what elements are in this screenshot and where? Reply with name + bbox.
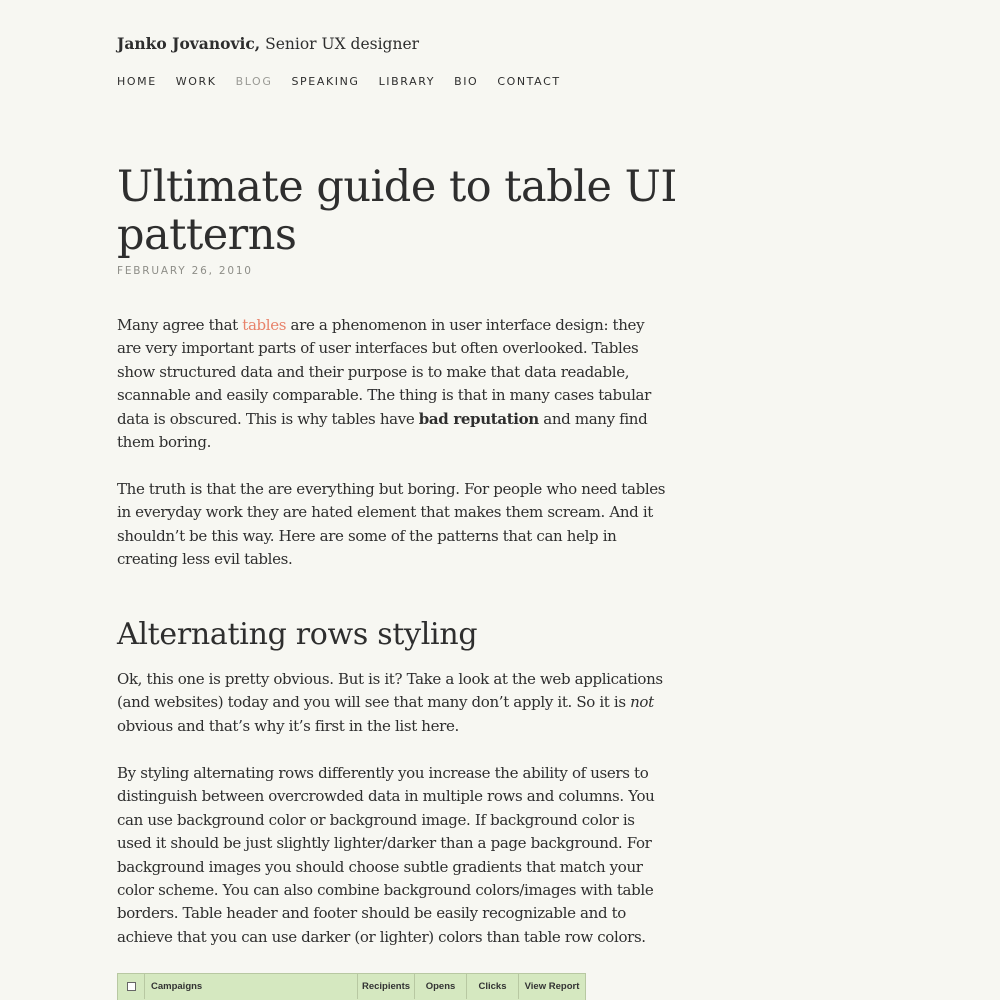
nav-blog[interactable]: BLOG [235,75,273,88]
author-role: Senior UX designer [260,35,420,53]
paragraph-truth: The truth is that the are everything but boring. For people who need tables in everyday work they are hated element that makes them scream. And it shouldn’t be this way. Here are some of the patterns that can help in creating less evil tables. [117,480,666,569]
nav-contact[interactable]: CONTACT [497,75,561,88]
paragraph-intro [117,314,669,454]
nav-speaking[interactable]: SPEAKING [291,75,360,88]
nav-work[interactable]: WORK [175,75,217,88]
col-clicks: Clicks [467,974,519,999]
nav-library[interactable]: LIBRARY [378,75,436,88]
article-date: FEBRUARY 26, 2010 [117,265,253,277]
intro-text-1: Many agree that [117,316,243,334]
obvious-text-1: Ok, this one is pretty obvious. But is it? Take a look at the web applications (and websites) today and you will see that many don’t apply it. So it is [117,670,663,712]
col-recipients: Recipients [358,974,415,999]
obvious-text-2: obvious and that’s why it’s first in the list here. [117,716,459,735]
section-heading: Alternating rows styling [117,617,478,652]
paragraph-obvious [117,668,669,738]
intro-bold: bad reputation [418,409,539,428]
col-view-report: View Report [524,981,580,992]
intro-text-3: and many find them boring. [117,409,648,452]
col-campaigns: Campaigns [145,974,358,999]
site-title[interactable] [117,34,419,53]
example-table-image [117,973,586,1000]
main-nav [117,75,580,88]
nav-home[interactable]: HOME [117,75,157,88]
intro-text-2: are a phenomenon in user interface design: they are very important parts of user interfaces but often overlooked. Tables show structured data and their purpose is to make that data readable, scannable and easily comparable. The thing is that in many cases tabular data is obscured. This is why tables have [117,316,651,428]
article-title: Ultimate guide to table UI patterns [117,162,677,260]
author-name: Janko Jovanovic, [117,34,261,53]
obvious-em: not [630,693,654,712]
col-opens: Opens [415,974,467,999]
select-all-checkbox [118,974,145,999]
nav-bio[interactable]: BIO [454,75,479,88]
paragraph-styling: By styling alternating rows differently you increase the ability of users to distinguish between overcrowded data in multiple rows and columns. You can use background color or background image. If background color is used it should be just slightly lighter/darker than a page background. For background images you should choose subtle gradients that match your color scheme. You can also combine background colors/images with table borders. Table header and footer should be easily recognizable and to achieve that you can use darker (or lighter) colors than table row colors. [117,764,655,946]
tables-link[interactable]: tables [242,316,287,334]
